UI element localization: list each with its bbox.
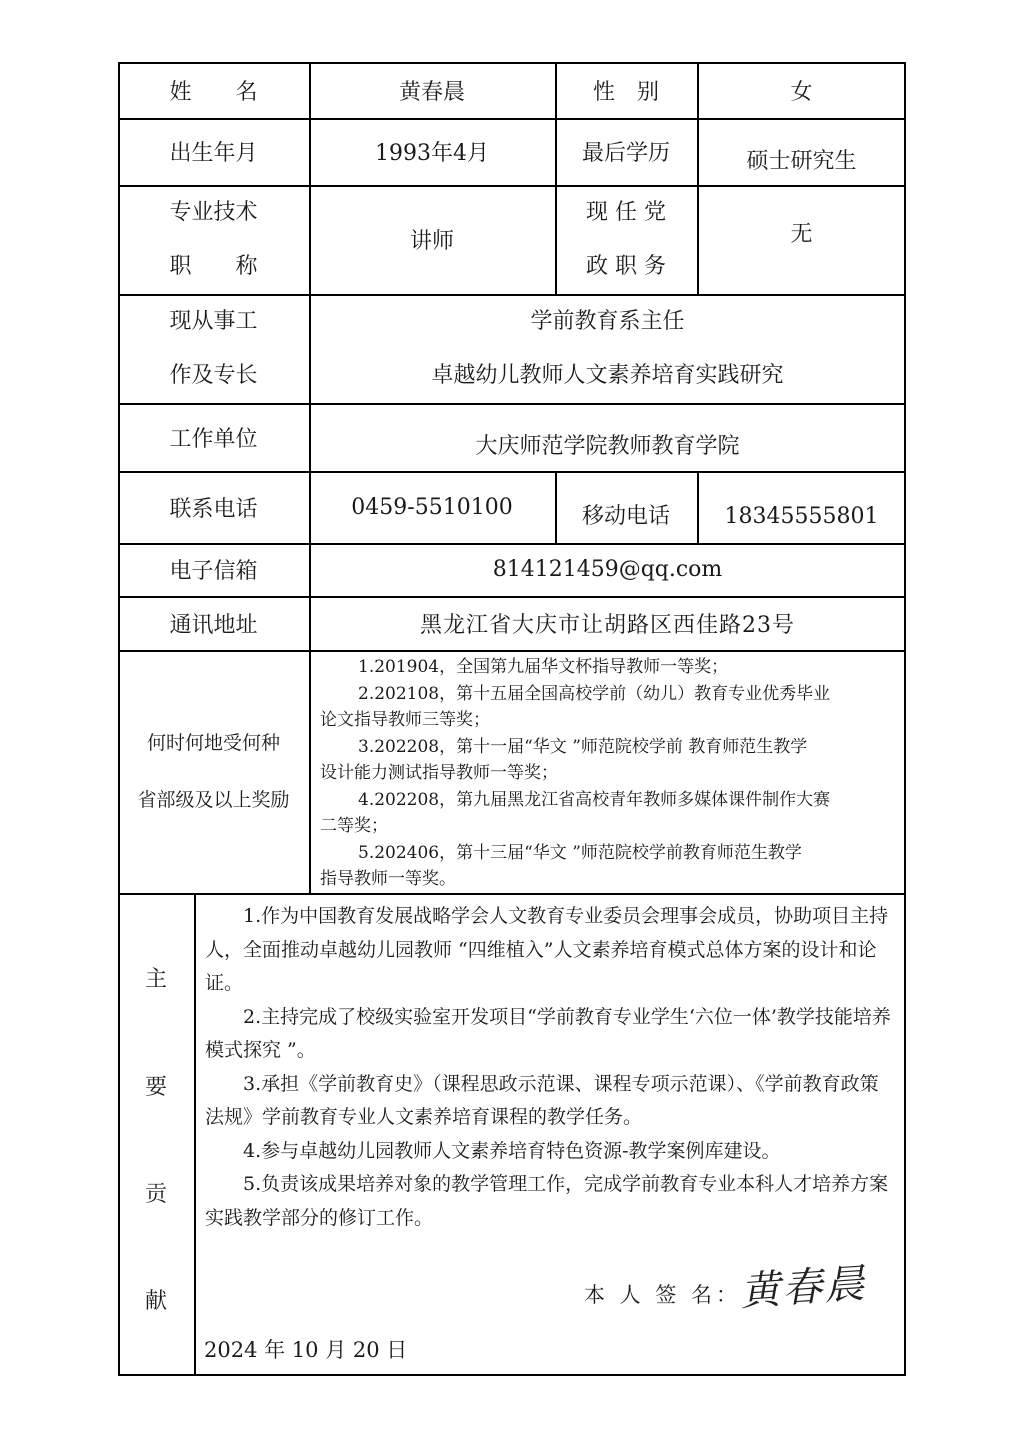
name-label: 姓 名	[169, 79, 258, 105]
work-label	[118, 294, 309, 403]
post-value: 无	[790, 222, 813, 247]
mobile-label: 移动电话	[581, 503, 670, 529]
contrib-label-char: 献	[144, 1289, 167, 1314]
signature: 黄春晨	[738, 1260, 868, 1316]
awards-label-line2: 省部级及以上奖励	[137, 788, 290, 811]
title-label	[118, 185, 309, 294]
awards-list	[320, 654, 900, 893]
work-position: 学前教育系主任	[530, 308, 685, 334]
unit-value: 大庆师范学院教师教育学院	[475, 433, 740, 459]
work-label-line1: 现从事工	[169, 308, 258, 334]
contribution-item: 1.作为中国教育发展战略学会人文教育专业委员会理事会成员，协助项目主持人，全面推动卓越幼儿园教师 “四维植入”人文素养培育模式总体方案的设计和论证。	[205, 905, 889, 994]
birth-value: 1993年4月	[375, 141, 489, 166]
gender-value: 女	[790, 79, 813, 105]
contrib-label-char: 要	[144, 1075, 167, 1100]
title-value: 讲师	[409, 229, 454, 254]
contribution-item: 3.承担《学前教育史》（课程思政示范课、课程专项示范课）、《学前教育政策法规》学前教育专业人文素养培育课程的教学任务。	[205, 1072, 879, 1128]
award-item: 4.202208，第九届黑龙江省高校青年教师多媒体课件制作大赛	[358, 789, 831, 810]
awards-label	[118, 650, 309, 893]
birth-label: 出生年月	[169, 141, 258, 166]
contrib-label-char: 贡	[144, 1182, 167, 1207]
award-item: 3.202208，第十一届“华文 ”师范院校学前 教育师范生教学	[358, 736, 808, 757]
award-item-cont: 指导教师一等奖。	[320, 869, 456, 889]
address-label: 通讯地址	[169, 612, 258, 638]
sign-label: 本 人 签 名：	[584, 1283, 742, 1307]
award-item-cont: 论文指导教师三等奖；	[320, 710, 490, 730]
email-value: 814121459@qq.com	[492, 557, 723, 582]
col-divider	[194, 893, 196, 1376]
contribution-item: 4.参与卓越幼儿园教师人文素养培育特色资源-教学案例库建设。	[243, 1139, 781, 1162]
unit-label: 工作单位	[169, 426, 258, 452]
award-item-cont: 设计能力测试指导教师一等奖；	[320, 763, 558, 783]
name-value: 黄春晨	[398, 79, 465, 105]
award-item: 1.201904，全国第九届华文杯指导教师一等奖；	[358, 657, 729, 677]
work-value	[309, 294, 906, 403]
award-item: 2.202108，第十五届全国高校学前（幼儿）教育专业优秀毕业	[358, 683, 831, 704]
date: 2024 年 10 月 20 日	[204, 1338, 408, 1362]
work-specialty: 卓越幼儿教师人文素养培育实践研究	[431, 362, 784, 388]
row-divider	[118, 893, 906, 895]
mobile-value: 18345555801	[724, 503, 879, 529]
post-label	[555, 185, 697, 294]
phone-label: 联系电话	[169, 496, 258, 522]
email-label: 电子信箱	[169, 559, 258, 584]
contribution-item: 2.主持完成了校级实验室开发项目“学前教育专业学生‘六位一体’教学技能培养模式探究 ”。	[205, 1005, 891, 1061]
title-label-line2: 职 称	[169, 253, 258, 279]
work-label-line2: 作及专长	[169, 362, 258, 388]
contribution-item: 5.负责该成果培养对象的教学管理工作，完成学前教育专业本科人才培养方案实践教学部分的修订工作。	[205, 1173, 889, 1229]
award-item: 5.202406，第十三届“华文 ”师范院校学前教育师范生教学	[358, 842, 802, 863]
contributions-list	[205, 900, 897, 1235]
title-label-line1: 专业技术	[169, 199, 258, 225]
awards-label-line1: 何时何地受何种	[146, 731, 280, 754]
gender-label: 性 别	[592, 79, 659, 105]
address-value: 黑龙江省大庆市让胡路区西佳路23号	[420, 612, 795, 638]
post-label-line1: 现 任 党	[586, 199, 666, 225]
education-label: 最后学历	[581, 141, 670, 166]
education-value: 硕士研究生	[746, 149, 857, 174]
phone-value: 0459-5510100	[351, 494, 513, 520]
award-item-cont: 二等奖；	[320, 816, 388, 836]
post-label-line2: 政 职 务	[586, 253, 666, 279]
contrib-label-char: 主	[144, 967, 167, 992]
